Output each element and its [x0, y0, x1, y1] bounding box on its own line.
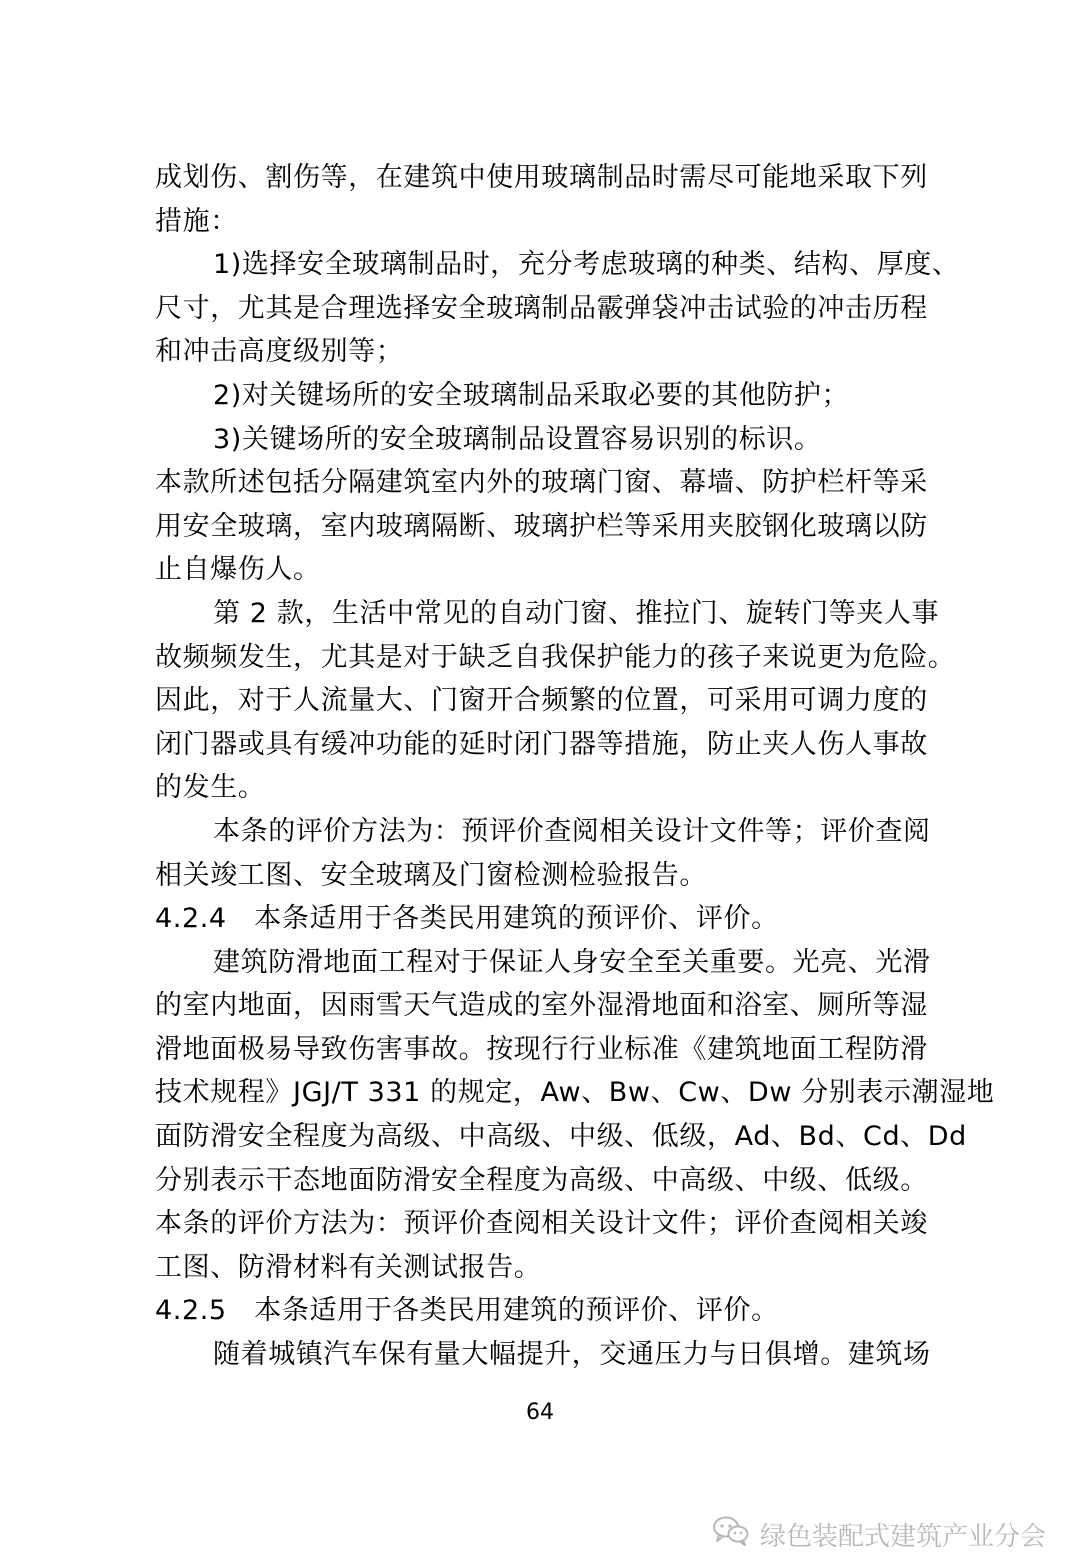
text-line: 措施：: [155, 205, 238, 237]
text-line: 2)对关键场所的安全玻璃制品采取必要的其他防护；: [213, 379, 850, 411]
text-line: 随着城镇汽车保有量大幅提升，交通压力与日俱增。建筑场: [213, 1339, 931, 1371]
text-line: 闭门器或具有缓冲功能的延时闭门器等措施，防止夹人伤人事故: [155, 728, 928, 760]
text-line: 面防滑安全程度为高级、中高级、中级、低级，Ad、Bd、Cd、Dd: [155, 1121, 967, 1153]
page-number: 64: [526, 1400, 554, 1425]
text-line: 技术规程》JGJ/T 331 的规定，Aw、Bw、Cw、Dw 分别表示潮湿地: [155, 1077, 995, 1109]
text-line: 止自爆伤人。: [155, 554, 321, 586]
text-line: 滑地面极易导致伤害事故。按现行行业标准《建筑地面工程防滑: [155, 1033, 928, 1065]
text-line: 的发生。: [155, 772, 266, 804]
wechat-icon: [712, 1515, 760, 1554]
text-line: 4.2.4 本条适用于各类民用建筑的预评价、评价。: [155, 903, 779, 935]
text-line: 分别表示干态地面防滑安全程度为高级、中高级、中级、低级。: [155, 1164, 928, 1196]
text-line: 成划伤、割伤等，在建筑中使用玻璃制品时需尽可能地采取下列: [155, 162, 928, 193]
text-line: 用安全玻璃，室内玻璃隔断、玻璃护栏等采用夹胶钢化玻璃以防: [155, 510, 928, 542]
watermark-text: 绿色装配式建筑产业分会: [759, 1521, 1046, 1552]
text-line: 第 2 款，生活中常见的自动门窗、推拉门、旋转门等夹人事: [213, 597, 940, 629]
text-line: 的室内地面，因雨雪天气造成的室外湿滑地面和浴室、厕所等湿: [155, 990, 928, 1022]
text-line: 本款所述包括分隔建筑室内外的玻璃门窗、幕墙、防护栏杆等采: [155, 467, 928, 499]
text-line: 尺寸，尤其是合理选择安全玻璃制品霰弹袋冲击试验的冲击历程: [155, 292, 928, 324]
text-line: 建筑防滑地面工程对于保证人身安全至关重要。光亮、光滑: [213, 946, 931, 978]
text-line: 本条的评价方法为：预评价查阅相关设计文件；评价查阅相关竣: [155, 1208, 928, 1240]
text-line: 相关竣工图、安全玻璃及门窗检测检验报告。: [155, 859, 707, 891]
text-line: 4.2.5 本条适用于各类民用建筑的预评价、评价。: [155, 1295, 779, 1327]
text-line: 故频频发生，尤其是对于缺乏自我保护能力的孩子来说更为危险。: [155, 641, 956, 673]
text-line: 工图、防滑材料有关测试报告。: [155, 1251, 542, 1283]
text-line: 本条的评价方法为：预评价查阅相关设计文件等；评价查阅: [213, 815, 931, 847]
text-line: 1)选择安全玻璃制品时，充分考虑玻璃的种类、结构、厚度、: [213, 249, 960, 281]
text-line: 和冲击高度级别等；: [155, 336, 404, 368]
text-line: 因此，对于人流量大、门窗开合频繁的位置，可采用可调力度的: [155, 685, 928, 717]
watermark: [712, 1514, 1046, 1554]
text-line: 3)关键场所的安全玻璃制品设置容易识别的标识。: [213, 423, 822, 455]
document-body: [155, 156, 995, 1377]
